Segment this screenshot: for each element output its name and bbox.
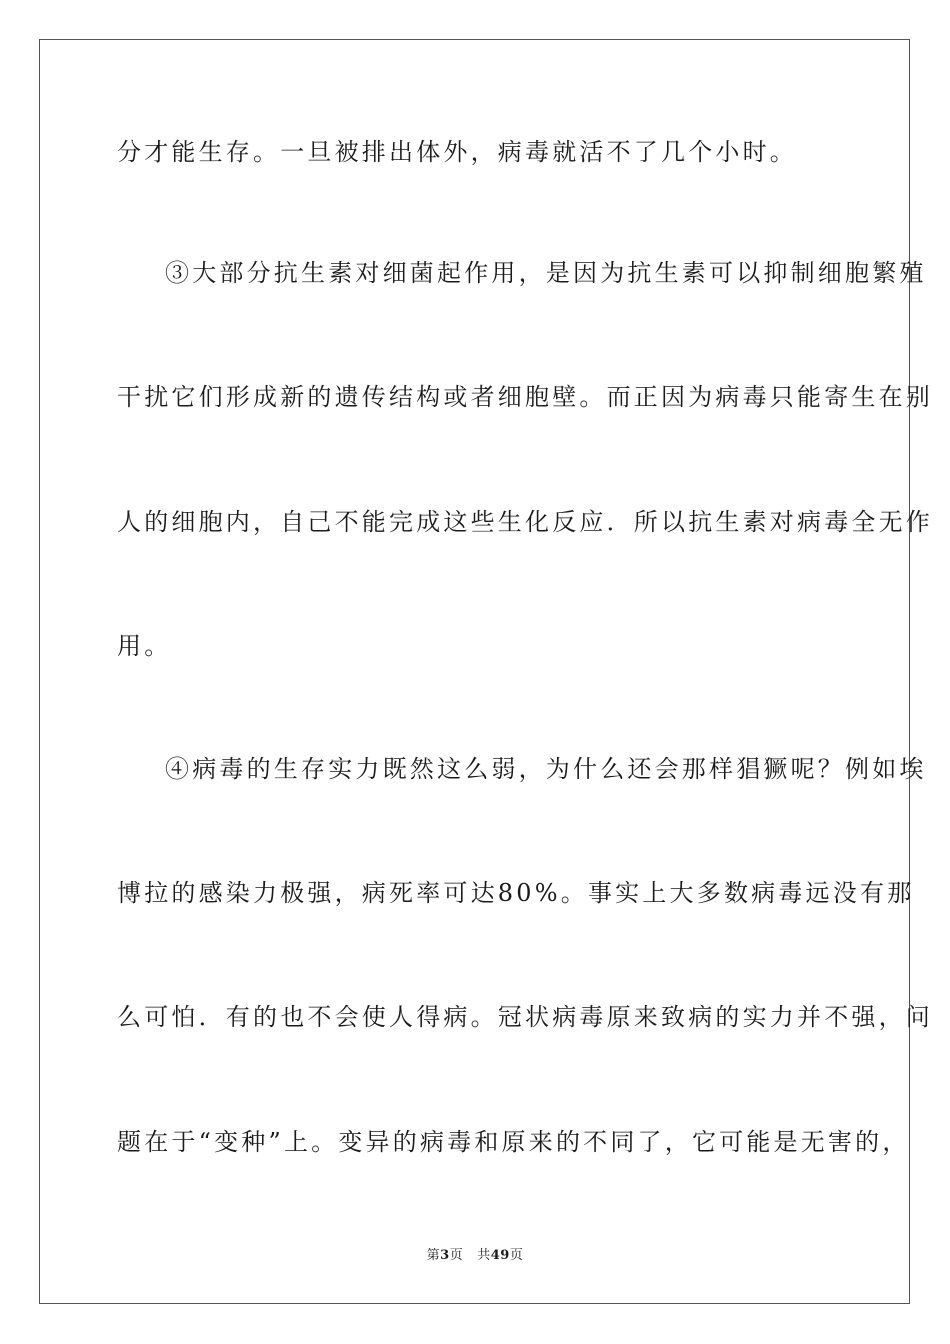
text-line-3: 干扰它们形成新的遗传结构或者细胞壁。而正因为病毒只能寄生在别 <box>117 383 933 411</box>
text-line-9: 题在于“变种”上。变异的病毒和原来的不同了，它可能是无害的， <box>117 1128 910 1156</box>
text-line-4: 人的细胞内，自己不能完成这些生化反应．所以抗生素对病毒全无作 <box>117 508 933 536</box>
footer-page-prefix: 第 <box>426 1248 441 1263</box>
page-frame <box>39 39 933 1304</box>
footer-page-suffix: 页 <box>449 1248 464 1263</box>
footer-page-number: 3 <box>440 1248 450 1263</box>
text-line-1: 分才能生存。一旦被排出体外，病毒就活不了几个小时。 <box>117 138 797 166</box>
page-footer <box>0 1247 950 1265</box>
footer-total-pages: 49 <box>490 1248 510 1263</box>
paragraph-3-start: ③大部分抗生素对细菌起作用，是因为抗生素可以抑制细胞繁殖 <box>165 259 927 287</box>
footer-total-prefix: 共 <box>477 1248 491 1263</box>
text-line-7: 博拉的感染力极强，病死率可达80%。事实上大多数病毒远没有那 <box>117 879 915 907</box>
paragraph-4-start: ④病毒的生存实力既然这么弱，为什么还会那样猖獗呢？例如埃 <box>165 755 927 783</box>
text-line-5: 用。 <box>117 632 172 660</box>
text-line-8: 么可怕．有的也不会使人得病。冠状病毒原来致病的实力并不强，问 <box>117 1003 933 1031</box>
footer-total-suffix: 页 <box>509 1248 524 1263</box>
